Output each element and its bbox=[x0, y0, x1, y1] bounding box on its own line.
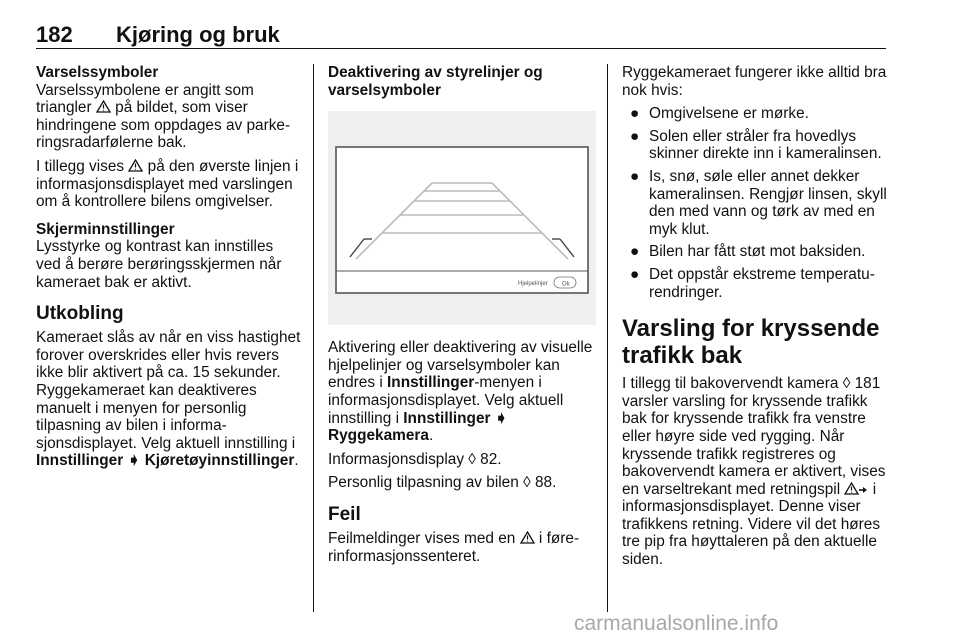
watermark: carmanualsonline.info bbox=[574, 612, 779, 635]
warning-triangle-icon bbox=[128, 159, 143, 172]
bullet-list bbox=[622, 105, 890, 301]
heading-varselssymboler: Varselssymboler bbox=[36, 64, 159, 81]
bullet-icon: ● bbox=[630, 105, 640, 123]
warning-triangle-icon bbox=[96, 100, 111, 113]
page-title: Kjøring og bruk bbox=[116, 22, 280, 47]
paragraph: Feilmeldinger vises med en i førerinformasjonssenteret. bbox=[328, 529, 580, 565]
heading-varsling: Varsling for kryssende trafikk bak bbox=[622, 315, 880, 370]
arrow-icon: ➧ bbox=[127, 452, 141, 470]
paragraph: Lysstyrke og kontrast kan innstilles ved å berøre berøringsskjermen når kameraet bak er aktivt. bbox=[36, 238, 282, 291]
list-item: ● Omgivelsene er mørke. bbox=[630, 105, 809, 123]
paragraph: Varselssymbolene er angitt som triangler på bildet, som viser hindringene som oppdages av parkeringsradarfølerne bak. bbox=[36, 81, 291, 152]
paragraph: I tillegg til bakovervendt kamera ◊ 181 varsler varsling for kryssende trafikk bak for kryssende trafikk fra venstre eller høyre side ved rygging. Når kryssende trafikk registreres og bakovervendt kamera er aktivert, vises en varseltrekant med retningspil i informasjonsdisplayet. Denne viser trafikkens retning. Videre vil det høres tre pip fra høyttaleren på den aktuelle siden. bbox=[622, 375, 886, 569]
paragraph: Ryggekameraet fungerer ikke alltid bra nok hvis: bbox=[622, 64, 887, 99]
page-header bbox=[36, 22, 886, 49]
bullet-icon: ● bbox=[630, 167, 640, 185]
paragraph: Personlig tilpasning av bilen ◊ 88. bbox=[328, 474, 557, 492]
toggle-label: Ok bbox=[562, 281, 570, 288]
page-number: 182 bbox=[36, 22, 73, 47]
camera-display-figure bbox=[328, 111, 596, 325]
bullet-icon: ● bbox=[630, 265, 640, 283]
heading-deaktivering: Deaktivering av styrelinjer og varselsymboler bbox=[328, 64, 543, 99]
warning-triangle-arrow-icon bbox=[844, 482, 868, 495]
camera-guideline-illustration bbox=[328, 111, 596, 325]
paragraph: I tillegg vises på den øverste linjen i informasjonsdisplayet med varslingen om å kontrollere bilens omgivelser. bbox=[36, 157, 299, 211]
column-2 bbox=[328, 64, 596, 571]
bullet-icon: ● bbox=[630, 127, 640, 145]
paragraph: Informasjonsdisplay ◊ 82. bbox=[328, 450, 502, 468]
paragraph: Aktivering eller deaktivering av visuelle hjelpelinjer og varselsymboler kan endres i Innstillinger-menyen i informasjonsdisplayet. Velg aktuell innstilling i Innstillinger ➧ Ryggekamera. bbox=[328, 339, 593, 445]
list-item: ● Solen eller stråler fra hovedlys skinner direkte inn i kameralinsen. bbox=[630, 127, 882, 163]
heading-skjerminnstillinger: Skjerminnstillinger bbox=[36, 220, 175, 238]
bullet-icon: ● bbox=[630, 243, 640, 261]
list-item: ● Det oppstår ekstreme temperaturendringer. bbox=[630, 265, 875, 301]
list-item: ● Is, snø, søle eller annet dekker kameralinsen. Rengjør linsen, skyll den med vann og tørk av med en myk klut. bbox=[630, 167, 887, 238]
column-divider bbox=[313, 64, 314, 612]
figure-label: Hjelpelinjer bbox=[518, 281, 548, 288]
list-item: ● Bilen har fått støt mot baksiden. bbox=[630, 243, 866, 261]
column-3 bbox=[622, 64, 890, 575]
arrow-icon: ➧ bbox=[494, 409, 508, 427]
heading-utkobling: Utkobling bbox=[36, 303, 124, 325]
column-1 bbox=[36, 64, 302, 476]
paragraph: Kameraet slås av når en viss hastighet forover overskrides eller hvis revers ikke blir aktivert på ca. 15 sekunder. Ryggekameraet kan deaktiveres manuelt i menyen for personlig tilpasning av bilen i informasjonsdisplayet. Velg aktuell innstilling i Innstillinger ➧ Kjøretøyinnstillinger. bbox=[36, 329, 301, 470]
column-divider bbox=[607, 64, 608, 612]
heading-feil: Feil bbox=[328, 503, 361, 525]
warning-triangle-icon bbox=[520, 531, 535, 544]
